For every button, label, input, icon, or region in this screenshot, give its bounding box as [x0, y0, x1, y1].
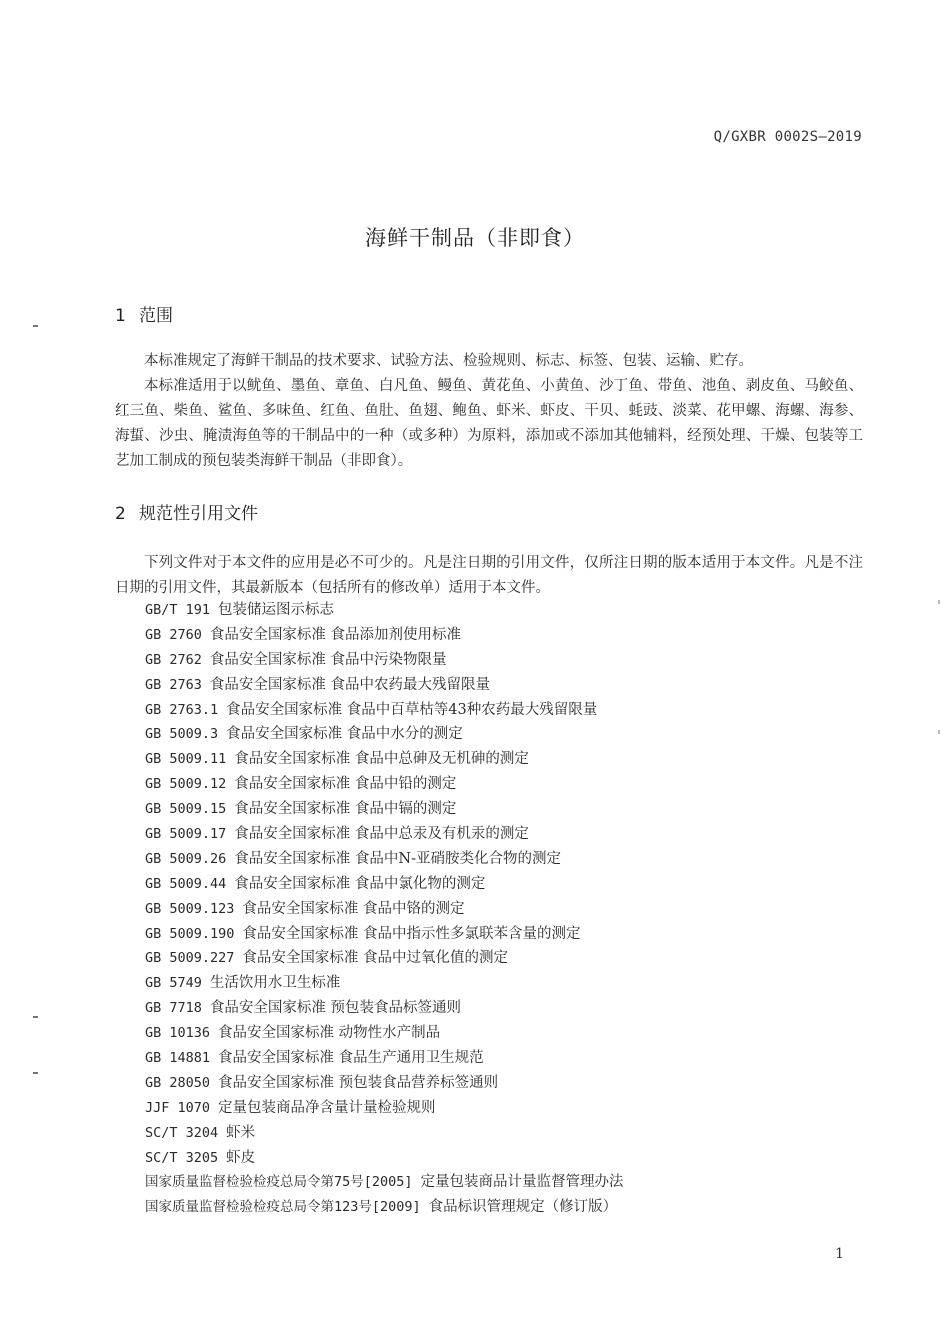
reference-code: GB 2763 — [145, 676, 202, 693]
reference-title: 定量包装商品净含量计量检验规则 — [218, 1099, 436, 1116]
reference-code: JJF 1070 — [145, 1099, 211, 1116]
reference-item — [145, 772, 624, 797]
reference-item — [145, 598, 624, 623]
reference-item — [145, 897, 624, 922]
reference-title: 食品安全国家标准 食品中铬的测定 — [242, 900, 465, 917]
reference-item — [145, 822, 624, 847]
reference-title: 食品安全国家标准 食品中指示性多氯联苯含量的测定 — [242, 925, 581, 942]
reference-title: 包装储运图示标志 — [218, 602, 335, 618]
reference-code: GB 5009.26 — [145, 850, 227, 867]
reference-list — [145, 598, 624, 1220]
reference-item — [145, 847, 624, 872]
scan-artifact — [938, 730, 940, 734]
reference-item — [145, 971, 624, 996]
reference-code: GB 2763.1 — [145, 701, 219, 718]
reference-item — [145, 722, 624, 747]
reference-code: GB/T 191 — [145, 602, 211, 618]
reference-item — [145, 922, 624, 947]
reference-title: 食品安全国家标准 食品中铅的测定 — [234, 776, 457, 793]
reference-item — [145, 1046, 624, 1071]
reference-item — [145, 996, 624, 1021]
reference-item — [145, 1121, 624, 1146]
reference-title: 虾皮 — [226, 1149, 256, 1166]
reference-code: GB 5009.227 — [145, 950, 235, 967]
reference-code: GB 5009.3 — [145, 726, 219, 743]
reference-code: GB 14881 — [145, 1050, 211, 1067]
reference-title: 定量包装商品计量监督管理办法 — [420, 1174, 624, 1191]
reference-title: 食品安全国家标准 食品中水分的测定 — [226, 726, 463, 743]
document-code: Q/GXBR 0002S—2019 — [713, 129, 862, 145]
reference-title: 食品安全国家标准 食品生产通用卫生规范 — [218, 1050, 484, 1067]
reference-code: GB 5749 — [145, 975, 202, 992]
reference-item — [145, 698, 624, 723]
reference-code: GB 5009.11 — [145, 751, 227, 768]
reference-title: 食品安全国家标准 食品中氯化物的测定 — [234, 875, 486, 892]
section-title: 规范性引用文件 — [139, 504, 258, 524]
reference-code: GB 5009.17 — [145, 826, 227, 843]
section-heading-normative-references — [115, 499, 258, 524]
reference-title: 食品安全国家标准 预包装食品标签通则 — [209, 1000, 462, 1017]
reference-item — [145, 1071, 624, 1096]
reference-title: 生活饮用水卫生标准 — [209, 975, 341, 992]
reference-title: 食品安全国家标准 食品添加剂使用标准 — [209, 626, 462, 643]
scan-artifact — [33, 1072, 38, 1074]
reference-code: GB 5009.44 — [145, 875, 227, 892]
reference-code: 国家质量监督检验检疫总局令第75号[2005] — [145, 1174, 413, 1191]
reference-item — [145, 946, 624, 971]
reference-code: GB 10136 — [145, 1025, 211, 1042]
reference-code: GB 28050 — [145, 1074, 211, 1091]
reference-title: 食品安全国家标准 预包装食品营养标签通则 — [218, 1074, 499, 1091]
scan-artifact — [938, 600, 940, 604]
reference-code: GB 5009.12 — [145, 776, 227, 793]
reference-title: 虾米 — [226, 1124, 256, 1141]
reference-code: SC/T 3204 — [145, 1124, 219, 1141]
section-title: 范围 — [139, 306, 173, 326]
reference-code: GB 5009.15 — [145, 801, 227, 818]
reference-code: GB 2762 — [145, 651, 202, 668]
reference-title: 食品安全国家标准 食品中镉的测定 — [234, 801, 457, 818]
reference-item — [145, 872, 624, 897]
reference-item — [145, 623, 624, 648]
document-title: 海鲜干制品（非即食） — [365, 226, 585, 250]
reference-item — [145, 1195, 624, 1220]
reference-item — [145, 747, 624, 772]
scope-paragraph-1: 本标准规定了海鲜干制品的技术要求、试验方法、检验规则、标志、标签、包装、运输、贮存。 — [144, 353, 753, 369]
reference-item — [145, 1170, 624, 1195]
section-number: 1 — [115, 306, 126, 326]
reference-title: 食品安全国家标准 动物性水产制品 — [218, 1025, 441, 1042]
reference-code: GB 5009.123 — [145, 900, 235, 917]
scan-artifact — [33, 1016, 38, 1018]
reference-title: 食品安全国家标准 食品中总砷及无机砷的测定 — [234, 751, 529, 768]
reference-code: SC/T 3205 — [145, 1149, 219, 1166]
reference-title: 食品安全国家标准 食品中农药最大残留限量 — [209, 676, 491, 693]
reference-title: 食品安全国家标准 食品中N-亚硝胺类化合物的测定 — [234, 850, 561, 867]
section-heading-scope — [115, 301, 173, 326]
reference-code: GB 5009.190 — [145, 925, 235, 942]
reference-item — [145, 1096, 624, 1121]
reference-title: 食品安全国家标准 食品中百草枯等43种农药最大残留限量 — [226, 701, 598, 718]
reference-item — [145, 673, 624, 698]
reference-item — [145, 648, 624, 673]
reference-title: 食品标识管理规定（修订版） — [428, 1199, 618, 1216]
section-number: 2 — [115, 504, 126, 524]
scope-paragraph-2: 本标准适用于以鱿鱼、墨鱼、章鱼、白凡鱼、鳗鱼、黄花鱼、小黄鱼、沙丁鱼、带鱼、池鱼、剥皮鱼、马鲛鱼、红三鱼、柴鱼、鲨鱼、多味鱼、红鱼、鱼肚、鱼翅、鲍鱼、虾米、虾皮、干贝、蚝豉、淡菜、花甲螺、海螺、海参、海蜇、沙虫、腌渍海鱼等的干制品中的一种（或多种）为原料，添加或不添加其他辅料，经预处理、干燥、包装等工艺加工制成的预包装类海鲜干制品（非即食）。 — [115, 378, 863, 469]
scan-artifact — [33, 325, 38, 327]
reference-code: GB 7718 — [145, 1000, 202, 1017]
reference-code: 国家质量监督检验检疫总局令第123号[2009] — [145, 1199, 421, 1216]
reference-item — [145, 1021, 624, 1046]
reference-code: GB 2760 — [145, 626, 202, 643]
page-number: 1 — [835, 1246, 844, 1262]
reference-title: 食品安全国家标准 食品中过氧化值的测定 — [242, 950, 509, 967]
reference-title: 食品安全国家标准 食品中总汞及有机汞的测定 — [234, 826, 529, 843]
references-intro-paragraph: 下列文件对于本文件的应用是必不可少的。凡是注日期的引用文件，仅所注日期的版本适用于本文件。凡是不注日期的引用文件，其最新版本（包括所有的修改单）适用于本文件。 — [115, 555, 863, 596]
reference-item — [145, 1146, 624, 1171]
reference-title: 食品安全国家标准 食品中污染物限量 — [209, 651, 447, 668]
reference-item — [145, 797, 624, 822]
